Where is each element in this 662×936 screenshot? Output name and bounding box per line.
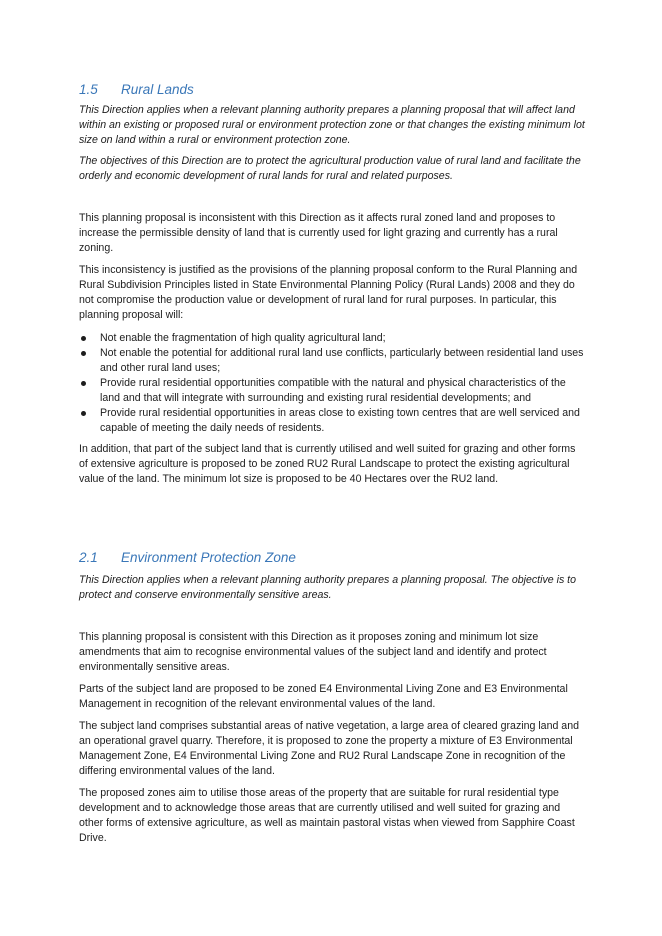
section-2-1-body bbox=[79, 630, 585, 846]
section-heading-2-1 bbox=[79, 550, 296, 565]
directive-applicability: This Direction applies when a relevant planning authority prepares a planning proposal that will affect land within an existing or proposed rural or environment protection zone or that changes the existing minimum lot size on land within a rural or environment protection zone. bbox=[79, 104, 585, 146]
paragraph: This planning proposal is inconsistent with this Direction as it affects rural zoned land and proposes to increase the permissible density of land that is currently used for light grazing and currently has a rural zoning. bbox=[79, 212, 558, 254]
list-item bbox=[79, 406, 585, 436]
list-item bbox=[79, 346, 585, 376]
paragraph: Parts of the subject land are proposed to be zoned E4 Environmental Living Zone and E3 Environmental Management in recognition of the relevant environmental values of the land. bbox=[79, 683, 568, 710]
list-item-text: Not enable the potential for additional rural land use conflicts, particularly between residential land uses and other rural land uses; bbox=[100, 347, 584, 374]
section-heading-1-5 bbox=[79, 82, 194, 97]
section-1-5-directive bbox=[79, 103, 585, 184]
bullet-icon bbox=[81, 351, 86, 356]
bullet-list bbox=[79, 331, 585, 436]
section-1-5-body bbox=[79, 211, 585, 487]
section-number: 1.5 bbox=[79, 82, 98, 97]
list-item bbox=[79, 376, 585, 406]
directive-objectives: The objectives of this Direction are to protect the agricultural production value of rural land and facilitate the orderly and economic development of rural lands for rural and related purposes. bbox=[79, 155, 581, 182]
list-item-text: Provide rural residential opportunities compatible with the natural and physical characteristics of the land and that will integrate with surrounding and existing rural residential developments; and bbox=[100, 377, 566, 404]
list-item-text: Not enable the fragmentation of high quality agricultural land; bbox=[100, 332, 386, 344]
section-2-1-directive bbox=[79, 573, 585, 603]
paragraph: This planning proposal is consistent with this Direction as it proposes zoning and minimum lot size amendments that aim to recognise environmental values of the subject land and identify and protect environmentally sensitive areas. bbox=[79, 631, 547, 673]
paragraph: The proposed zones aim to utilise those areas of the property that are suitable for rural residential type development and to acknowledge those areas that are currently utilised and well suited for grazing and other forms of extensive agriculture, as well as maintain pastoral vistas when viewed from Sapphire Coast Drive. bbox=[79, 787, 575, 844]
bullet-icon bbox=[81, 381, 86, 386]
paragraph: The subject land comprises substantial areas of native vegetation, a large area of cleared grazing land and an operational gravel quarry. Therefore, it is proposed to zone the property a mixture of E3 Environmental Management Zone, E4 Environmental Living Zone and RU2 Rural Landscape Zone in recognition of the differing environmental values of the land. bbox=[79, 720, 579, 777]
list-item-text: Provide rural residential opportunities in areas close to existing town centres that are well serviced and capable of meeting the daily needs of residents. bbox=[100, 407, 580, 434]
bullet-icon bbox=[81, 336, 86, 341]
bullet-icon bbox=[81, 411, 86, 416]
section-number: 2.1 bbox=[79, 550, 98, 565]
section-title: Rural Lands bbox=[121, 82, 194, 97]
section-title: Environment Protection Zone bbox=[121, 550, 296, 565]
list-item bbox=[79, 331, 585, 346]
paragraph: In addition, that part of the subject land that is currently utilised and well suited for grazing and other forms of extensive agriculture is proposed to be zoned RU2 Rural Landscape to protect the existing agricultural value of the land. The minimum lot size is proposed to be 40 Hectares over the RU2 land. bbox=[79, 443, 576, 485]
directive-applicability: This Direction applies when a relevant planning authority prepares a planning proposal. The objective is to protect and conserve environmentally sensitive areas. bbox=[79, 574, 577, 601]
paragraph: This inconsistency is justified as the provisions of the planning proposal conform to the Rural Planning and Rural Subdivision Principles listed in State Environmental Planning Policy (Rural Lands) 2008 and they do not compromise the production value or development of rural land for rural purposes. In particular, this planning proposal will: bbox=[79, 264, 578, 321]
